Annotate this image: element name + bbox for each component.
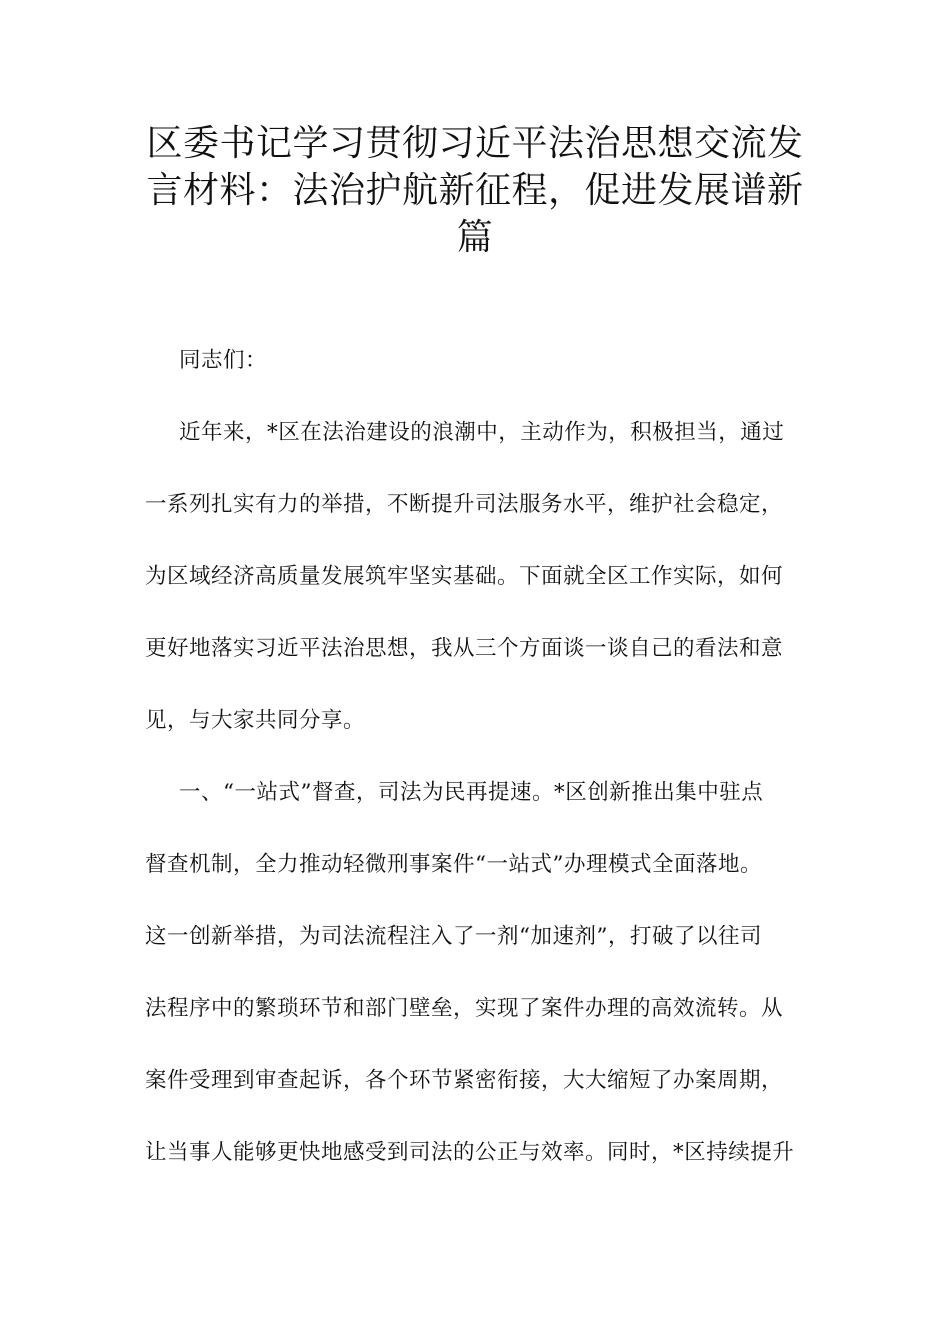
text-line: 一、“一站式”督查，司法为民再提速。*区创新推出集中驻点 [179, 780, 764, 805]
title-line: 篇 [456, 217, 494, 258]
text-line: 更好地落实习近平法治思想，我从三个方面谈一谈自己的看法和意 [145, 636, 784, 661]
document-body [145, 346, 807, 1210]
greeting: 同志们： [179, 348, 268, 373]
text-line: 为区域经济高质量发展筑牢坚实基础。下面就全区工作实际，如何 [145, 564, 784, 589]
text-line: 见，与大家共同分享。 [145, 708, 366, 733]
title-line: 区委书记学习贯彻习近平法治思想交流发 [146, 123, 804, 164]
paragraph-section-one [145, 778, 807, 1210]
text-line: 法程序中的繁琐环节和部门壁垒，实现了案件办理的高效流转。从 [145, 996, 784, 1021]
paragraph-intro [145, 418, 807, 778]
text-line: 案件受理到审查起诉，各个环节紧密衔接，大大缩短了办案周期， [145, 1068, 784, 1093]
document-title [145, 120, 805, 261]
text-line: 这一创新举措，为司法流程注入了一剂“加速剂”，打破了以往司 [145, 924, 762, 949]
text-line: 一系列扎实有力的举措，不断提升司法服务水平，维护社会稳定， [145, 492, 784, 517]
text-line: 近年来，*区在法治建设的浪潮中，主动作为，积极担当，通过 [179, 420, 785, 445]
text-line: 督查机制，全力推动轻微刑事案件“一站式”办理模式全面落地。 [145, 852, 762, 877]
text-line: 让当事人能够更快地感受到司法的公正与效率。同时，*区持续提升 [145, 1140, 795, 1165]
title-line: 言材料：法治护航新征程，促进发展谱新 [146, 170, 804, 211]
